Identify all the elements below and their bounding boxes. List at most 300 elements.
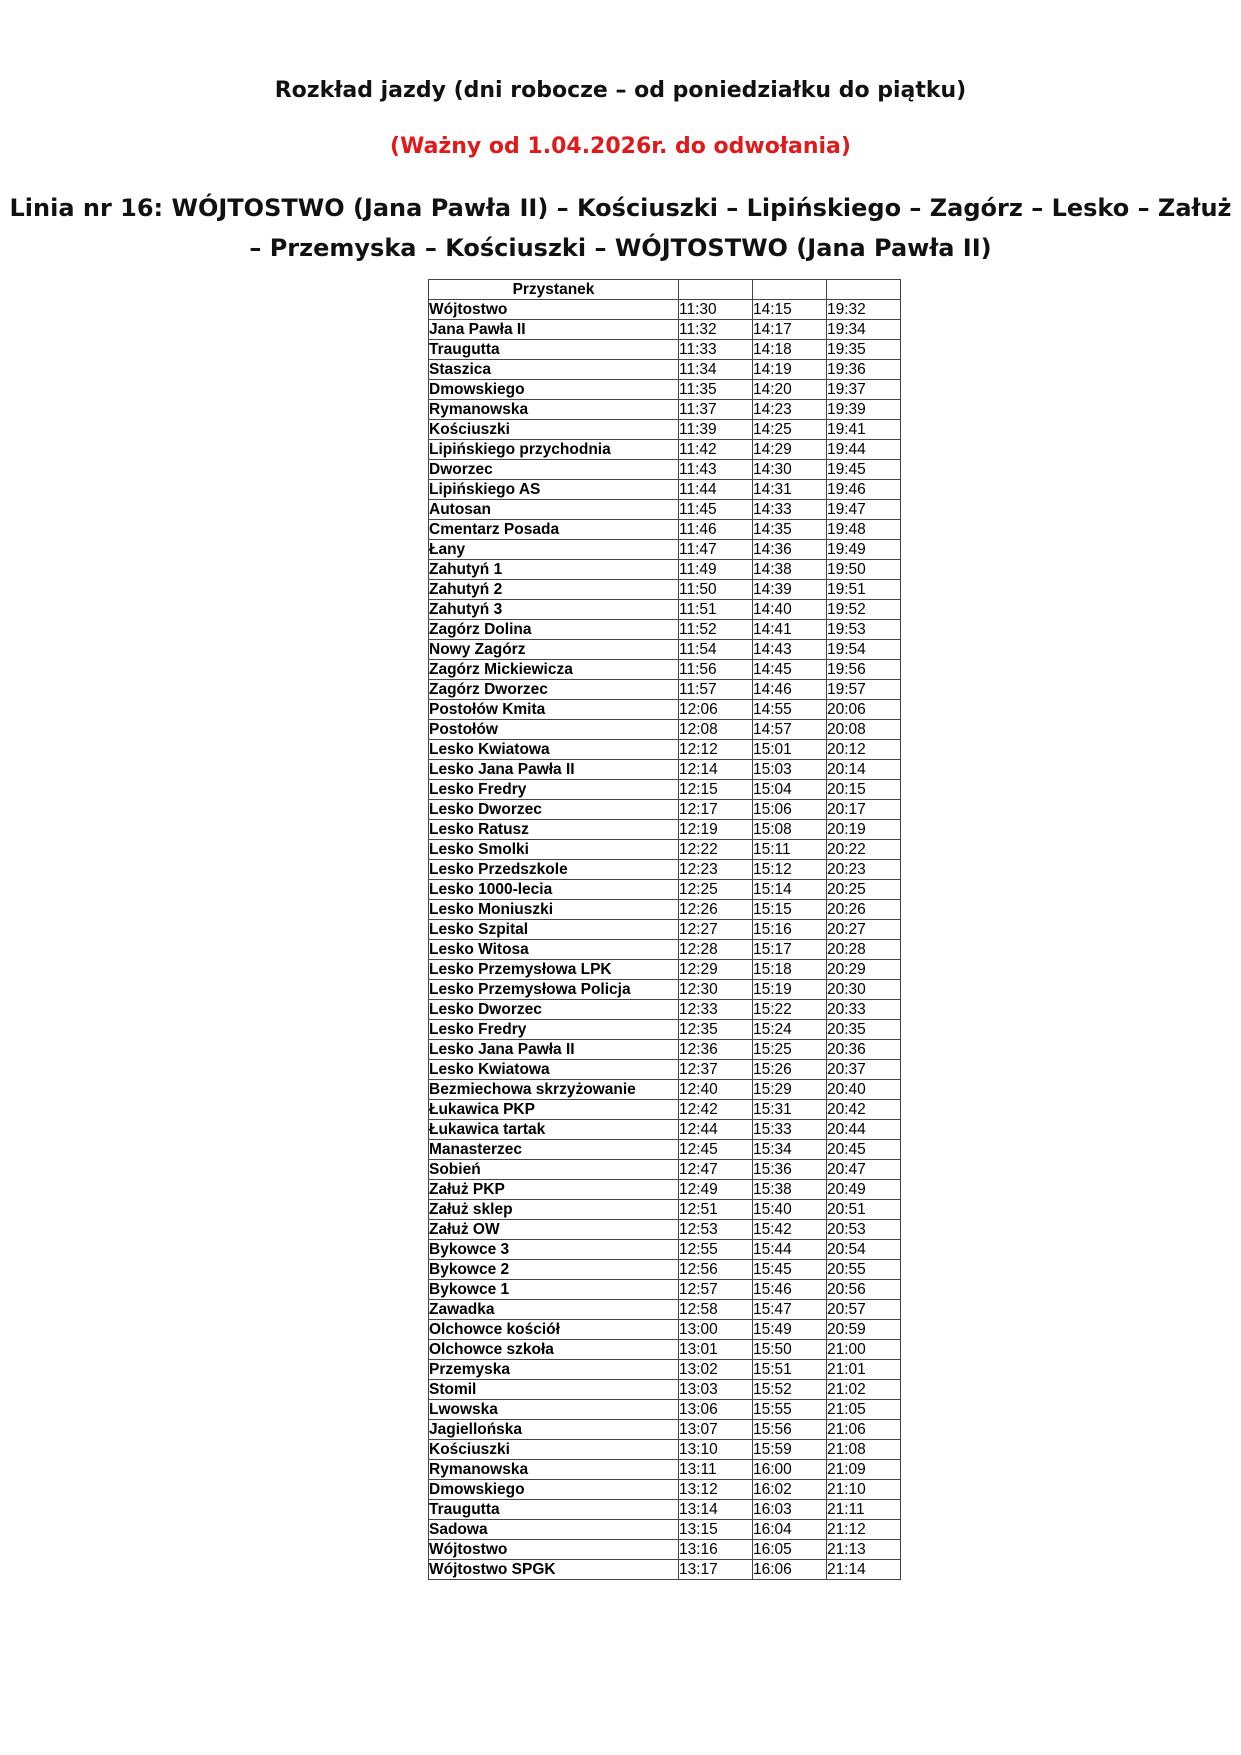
departure-time-cell: 11:54 [679,640,753,660]
departure-time-cell: 12:12 [679,740,753,760]
departure-time-cell: 15:16 [753,920,827,940]
stop-name-cell: Zagórz Dworzec [429,680,679,700]
departure-time-cell: 12:06 [679,700,753,720]
table-row [429,1540,901,1560]
departure-time-cell: 21:10 [827,1480,901,1500]
departure-column-header-3 [827,280,901,300]
departure-time-cell: 20:45 [827,1140,901,1160]
departure-time-cell: 14:36 [753,540,827,560]
departure-time-cell: 21:14 [827,1560,901,1580]
departure-time-cell: 15:24 [753,1020,827,1040]
departure-time-cell: 14:17 [753,320,827,340]
timetable-header-row [429,280,901,300]
departure-time-cell: 12:37 [679,1060,753,1080]
departure-time-cell: 12:49 [679,1180,753,1200]
departure-time-cell: 21:11 [827,1500,901,1520]
stop-name-cell: Manasterzec [429,1140,679,1160]
departure-time-cell: 12:22 [679,840,753,860]
departure-time-cell: 11:47 [679,540,753,560]
table-row [429,1160,901,1180]
departure-time-cell: 12:44 [679,1120,753,1140]
departure-column-header-1 [679,280,753,300]
departure-time-cell: 16:06 [753,1560,827,1580]
stop-name-cell: Cmentarz Posada [429,520,679,540]
departure-time-cell: 21:05 [827,1400,901,1420]
departure-time-cell: 19:34 [827,320,901,340]
table-row [429,760,901,780]
departure-time-cell: 11:42 [679,440,753,460]
departure-time-cell: 19:56 [827,660,901,680]
departure-time-cell: 15:56 [753,1420,827,1440]
departure-time-cell: 14:39 [753,580,827,600]
stop-name-cell: Postołów [429,720,679,740]
departure-time-cell: 20:26 [827,900,901,920]
departure-time-cell: 19:54 [827,640,901,660]
departure-time-cell: 15:38 [753,1180,827,1200]
departure-time-cell: 14:20 [753,380,827,400]
table-row [429,660,901,680]
departure-time-cell: 12:35 [679,1020,753,1040]
departure-time-cell: 21:00 [827,1340,901,1360]
departure-time-cell: 11:51 [679,600,753,620]
departure-time-cell: 20:35 [827,1020,901,1040]
departure-time-cell: 21:12 [827,1520,901,1540]
stop-name-cell: Sobień [429,1160,679,1180]
departure-time-cell: 21:13 [827,1540,901,1560]
stop-name-cell: Łukawica tartak [429,1120,679,1140]
departure-time-cell: 11:46 [679,520,753,540]
table-row [429,1240,901,1260]
departure-time-cell: 15:04 [753,780,827,800]
departure-time-cell: 11:34 [679,360,753,380]
departure-time-cell: 15:55 [753,1400,827,1420]
table-row [429,1040,901,1060]
departure-time-cell: 15:51 [753,1360,827,1380]
departure-time-cell: 12:27 [679,920,753,940]
departure-time-cell: 20:28 [827,940,901,960]
stop-name-cell: Traugutta [429,1500,679,1520]
departure-time-cell: 12:25 [679,880,753,900]
departure-time-cell: 12:15 [679,780,753,800]
stop-name-cell: Autosan [429,500,679,520]
timetable [428,279,901,1580]
departure-column-header-2 [753,280,827,300]
departure-time-cell: 16:05 [753,1540,827,1560]
stop-name-cell: Lesko 1000-lecia [429,880,679,900]
stop-name-cell: Bykowce 2 [429,1260,679,1280]
departure-time-cell: 13:01 [679,1340,753,1360]
table-row [429,980,901,1000]
table-row [429,1480,901,1500]
departure-time-cell: 12:26 [679,900,753,920]
departure-time-cell: 20:14 [827,760,901,780]
departure-time-cell: 15:34 [753,1140,827,1160]
stop-name-cell: Stomil [429,1380,679,1400]
departure-time-cell: 11:52 [679,620,753,640]
table-row [429,920,901,940]
departure-time-cell: 19:32 [827,300,901,320]
departure-time-cell: 19:36 [827,360,901,380]
departure-time-cell: 12:23 [679,860,753,880]
departure-time-cell: 12:56 [679,1260,753,1280]
stop-name-cell: Lesko Kwiatowa [429,740,679,760]
stop-name-cell: Lesko Dworzec [429,1000,679,1020]
departure-time-cell: 15:25 [753,1040,827,1060]
departure-time-cell: 13:03 [679,1380,753,1400]
departure-time-cell: 16:04 [753,1520,827,1540]
table-row [429,1500,901,1520]
route-line-1: Linia nr 16: WÓJTOSTWO (Jana Pawła II) – Kościuszki – Lipińskiego – Zagórz – Lesko – Załuż [9,194,1232,222]
stop-name-cell: Postołów Kmita [429,700,679,720]
table-row [429,820,901,840]
departure-time-cell: 13:16 [679,1540,753,1560]
departure-time-cell: 19:46 [827,480,901,500]
departure-time-cell: 21:09 [827,1460,901,1480]
departure-time-cell: 15:08 [753,820,827,840]
departure-time-cell: 20:22 [827,840,901,860]
table-row [429,700,901,720]
stop-name-cell: Olchowce szkoła [429,1340,679,1360]
departure-time-cell: 13:06 [679,1400,753,1420]
table-row [429,1060,901,1080]
table-row [429,1560,901,1580]
departure-time-cell: 11:57 [679,680,753,700]
departure-time-cell: 12:55 [679,1240,753,1260]
stop-name-cell: Rymanowska [429,400,679,420]
departure-time-cell: 15:50 [753,1340,827,1360]
stop-name-cell: Lesko Moniuszki [429,900,679,920]
stop-name-cell: Załuż OW [429,1220,679,1240]
departure-time-cell: 15:03 [753,760,827,780]
departure-time-cell: 20:12 [827,740,901,760]
departure-time-cell: 19:52 [827,600,901,620]
departure-time-cell: 20:49 [827,1180,901,1200]
departure-time-cell: 19:47 [827,500,901,520]
stop-name-cell: Lesko Witosa [429,940,679,960]
departure-time-cell: 20:36 [827,1040,901,1060]
stop-name-cell: Lesko Szpital [429,920,679,940]
departure-time-cell: 13:14 [679,1500,753,1520]
departure-time-cell: 13:12 [679,1480,753,1500]
departure-time-cell: 12:28 [679,940,753,960]
departure-time-cell: 20:37 [827,1060,901,1080]
departure-time-cell: 15:26 [753,1060,827,1080]
departure-time-cell: 13:15 [679,1520,753,1540]
departure-time-cell: 15:36 [753,1160,827,1180]
table-row [429,620,901,640]
departure-time-cell: 19:37 [827,380,901,400]
table-row [429,780,901,800]
stop-name-cell: Lesko Dworzec [429,800,679,820]
table-row [429,1340,901,1360]
stop-name-cell: Rymanowska [429,1460,679,1480]
departure-time-cell: 12:51 [679,1200,753,1220]
departure-time-cell: 20:51 [827,1200,901,1220]
departure-time-cell: 12:45 [679,1140,753,1160]
stop-name-cell: Bykowce 1 [429,1280,679,1300]
table-row [429,1280,901,1300]
departure-time-cell: 15:40 [753,1200,827,1220]
table-row [429,680,901,700]
departure-time-cell: 13:11 [679,1460,753,1480]
table-row [429,1360,901,1380]
route-line-2: – Przemyska – Kościuszki – WÓJTOSTWO (Jana Pawła II) [249,234,992,262]
table-row [429,1200,901,1220]
table-row [429,600,901,620]
stop-name-cell: Lesko Przedszkole [429,860,679,880]
departure-time-cell: 19:53 [827,620,901,640]
stop-name-cell: Traugutta [429,340,679,360]
departure-time-cell: 20:42 [827,1100,901,1120]
table-row [429,460,901,480]
route-description [0,188,1241,268]
departure-time-cell: 15:44 [753,1240,827,1260]
departure-time-cell: 15:46 [753,1280,827,1300]
table-row [429,1520,901,1540]
departure-time-cell: 19:50 [827,560,901,580]
departure-time-cell: 14:33 [753,500,827,520]
departure-time-cell: 19:51 [827,580,901,600]
departure-time-cell: 14:30 [753,460,827,480]
table-row [429,420,901,440]
departure-time-cell: 20:47 [827,1160,901,1180]
stop-name-cell: Zahutyń 1 [429,560,679,580]
departure-time-cell: 19:35 [827,340,901,360]
departure-time-cell: 20:27 [827,920,901,940]
table-row [429,740,901,760]
stop-name-cell: Dmowskiego [429,1480,679,1500]
departure-time-cell: 16:00 [753,1460,827,1480]
stop-name-cell: Lwowska [429,1400,679,1420]
departure-time-cell: 19:48 [827,520,901,540]
departure-time-cell: 14:38 [753,560,827,580]
departure-time-cell: 19:57 [827,680,901,700]
table-row [429,1400,901,1420]
departure-time-cell: 14:40 [753,600,827,620]
departure-time-cell: 12:17 [679,800,753,820]
stop-name-cell: Lipińskiego przychodnia [429,440,679,460]
departure-time-cell: 19:45 [827,460,901,480]
table-row [429,540,901,560]
validity-notice: (Ważny od 1.04.2026r. do odwołania) [390,134,851,159]
stop-name-cell: Kościuszki [429,420,679,440]
stop-name-cell: Nowy Zagórz [429,640,679,660]
table-row [429,1100,901,1120]
departure-time-cell: 14:46 [753,680,827,700]
departure-time-cell: 11:56 [679,660,753,680]
stop-name-cell: Wójtostwo [429,1540,679,1560]
departure-time-cell: 14:29 [753,440,827,460]
stop-name-cell: Zagórz Dolina [429,620,679,640]
table-row [429,560,901,580]
table-row [429,1420,901,1440]
departure-time-cell: 15:15 [753,900,827,920]
stop-name-cell: Lesko Kwiatowa [429,1060,679,1080]
table-row [429,480,901,500]
table-row [429,880,901,900]
table-row [429,320,901,340]
table-row [429,720,901,740]
departure-time-cell: 15:11 [753,840,827,860]
stop-name-cell: Olchowce kościół [429,1320,679,1340]
departure-time-cell: 20:33 [827,1000,901,1020]
departure-time-cell: 11:35 [679,380,753,400]
departure-time-cell: 20:30 [827,980,901,1000]
departure-time-cell: 20:15 [827,780,901,800]
stop-name-cell: Wójtostwo SPGK [429,1560,679,1580]
departure-time-cell: 13:07 [679,1420,753,1440]
departure-time-cell: 20:19 [827,820,901,840]
stop-name-cell: Lesko Ratusz [429,820,679,840]
table-row [429,840,901,860]
table-row [429,940,901,960]
departure-time-cell: 12:53 [679,1220,753,1240]
departure-time-cell: 19:49 [827,540,901,560]
departure-time-cell: 21:08 [827,1440,901,1460]
stop-name-cell: Lesko Fredry [429,1020,679,1040]
table-row [429,640,901,660]
departure-time-cell: 20:08 [827,720,901,740]
departure-time-cell: 15:17 [753,940,827,960]
table-row [429,360,901,380]
departure-time-cell: 16:03 [753,1500,827,1520]
stop-name-cell: Sadowa [429,1520,679,1540]
table-row [429,340,901,360]
departure-time-cell: 12:58 [679,1300,753,1320]
page-title: Rozkład jazdy (dni robocze – od poniedziałku do piątku) [274,78,967,103]
departure-time-cell: 15:45 [753,1260,827,1280]
departure-time-cell: 20:54 [827,1240,901,1260]
departure-time-cell: 15:06 [753,800,827,820]
table-row [429,1260,901,1280]
departure-time-cell: 16:02 [753,1480,827,1500]
departure-time-cell: 19:41 [827,420,901,440]
departure-time-cell: 14:55 [753,700,827,720]
table-row [429,440,901,460]
table-row [429,500,901,520]
departure-time-cell: 13:17 [679,1560,753,1580]
table-row [429,380,901,400]
departure-time-cell: 21:06 [827,1420,901,1440]
stop-column-header: Przystanek [429,280,679,300]
table-row [429,860,901,880]
departure-time-cell: 15:18 [753,960,827,980]
departure-time-cell: 12:08 [679,720,753,740]
table-row [429,1080,901,1100]
departure-time-cell: 15:47 [753,1300,827,1320]
departure-time-cell: 15:31 [753,1100,827,1120]
departure-time-cell: 20:25 [827,880,901,900]
table-row [429,1220,901,1240]
stop-name-cell: Załuż sklep [429,1200,679,1220]
stop-name-cell: Zahutyń 2 [429,580,679,600]
departure-time-cell: 12:40 [679,1080,753,1100]
departure-time-cell: 11:30 [679,300,753,320]
departure-time-cell: 14:23 [753,400,827,420]
departure-time-cell: 20:29 [827,960,901,980]
table-row [429,520,901,540]
departure-time-cell: 19:39 [827,400,901,420]
departure-time-cell: 21:01 [827,1360,901,1380]
table-row [429,1320,901,1340]
departure-time-cell: 14:45 [753,660,827,680]
departure-time-cell: 11:45 [679,500,753,520]
departure-time-cell: 11:39 [679,420,753,440]
table-row [429,1380,901,1400]
stop-name-cell: Zawadka [429,1300,679,1320]
table-row [429,960,901,980]
departure-time-cell: 14:18 [753,340,827,360]
departure-time-cell: 15:52 [753,1380,827,1400]
departure-time-cell: 11:43 [679,460,753,480]
departure-time-cell: 13:10 [679,1440,753,1460]
departure-time-cell: 12:19 [679,820,753,840]
table-row [429,1440,901,1460]
departure-time-cell: 15:22 [753,1000,827,1020]
departure-time-cell: 11:50 [679,580,753,600]
table-row [429,400,901,420]
departure-time-cell: 15:49 [753,1320,827,1340]
stop-name-cell: Łukawica PKP [429,1100,679,1120]
stop-name-cell: Lesko Jana Pawła II [429,760,679,780]
departure-time-cell: 15:42 [753,1220,827,1240]
stop-name-cell: Zagórz Mickiewicza [429,660,679,680]
timetable-body [429,300,901,1580]
departure-time-cell: 20:53 [827,1220,901,1240]
departure-time-cell: 14:41 [753,620,827,640]
departure-time-cell: 15:01 [753,740,827,760]
stop-name-cell: Lesko Przemysłowa LPK [429,960,679,980]
departure-time-cell: 12:42 [679,1100,753,1120]
departure-time-cell: 14:25 [753,420,827,440]
departure-time-cell: 15:29 [753,1080,827,1100]
table-row [429,1460,901,1480]
departure-time-cell: 11:37 [679,400,753,420]
stop-name-cell: Kościuszki [429,1440,679,1460]
stop-name-cell: Dmowskiego [429,380,679,400]
stop-name-cell: Bykowce 3 [429,1240,679,1260]
stop-name-cell: Jana Pawła II [429,320,679,340]
stop-name-cell: Lesko Smolki [429,840,679,860]
table-row [429,1000,901,1020]
departure-time-cell: 20:55 [827,1260,901,1280]
table-row [429,900,901,920]
departure-time-cell: 14:35 [753,520,827,540]
departure-time-cell: 12:14 [679,760,753,780]
departure-time-cell: 20:57 [827,1300,901,1320]
table-row [429,580,901,600]
departure-time-cell: 12:36 [679,1040,753,1060]
departure-time-cell: 12:47 [679,1160,753,1180]
departure-time-cell: 11:33 [679,340,753,360]
departure-time-cell: 14:15 [753,300,827,320]
departure-time-cell: 13:00 [679,1320,753,1340]
departure-time-cell: 20:56 [827,1280,901,1300]
departure-time-cell: 14:19 [753,360,827,380]
stop-name-cell: Lipińskiego AS [429,480,679,500]
departure-time-cell: 11:32 [679,320,753,340]
stop-name-cell: Staszica [429,360,679,380]
departure-time-cell: 12:29 [679,960,753,980]
departure-time-cell: 20:59 [827,1320,901,1340]
departure-time-cell: 20:44 [827,1120,901,1140]
stop-name-cell: Lesko Przemysłowa Policja [429,980,679,1000]
departure-time-cell: 15:19 [753,980,827,1000]
stop-name-cell: Lesko Jana Pawła II [429,1040,679,1060]
departure-time-cell: 12:30 [679,980,753,1000]
departure-time-cell: 15:14 [753,880,827,900]
stop-name-cell: Lesko Fredry [429,780,679,800]
